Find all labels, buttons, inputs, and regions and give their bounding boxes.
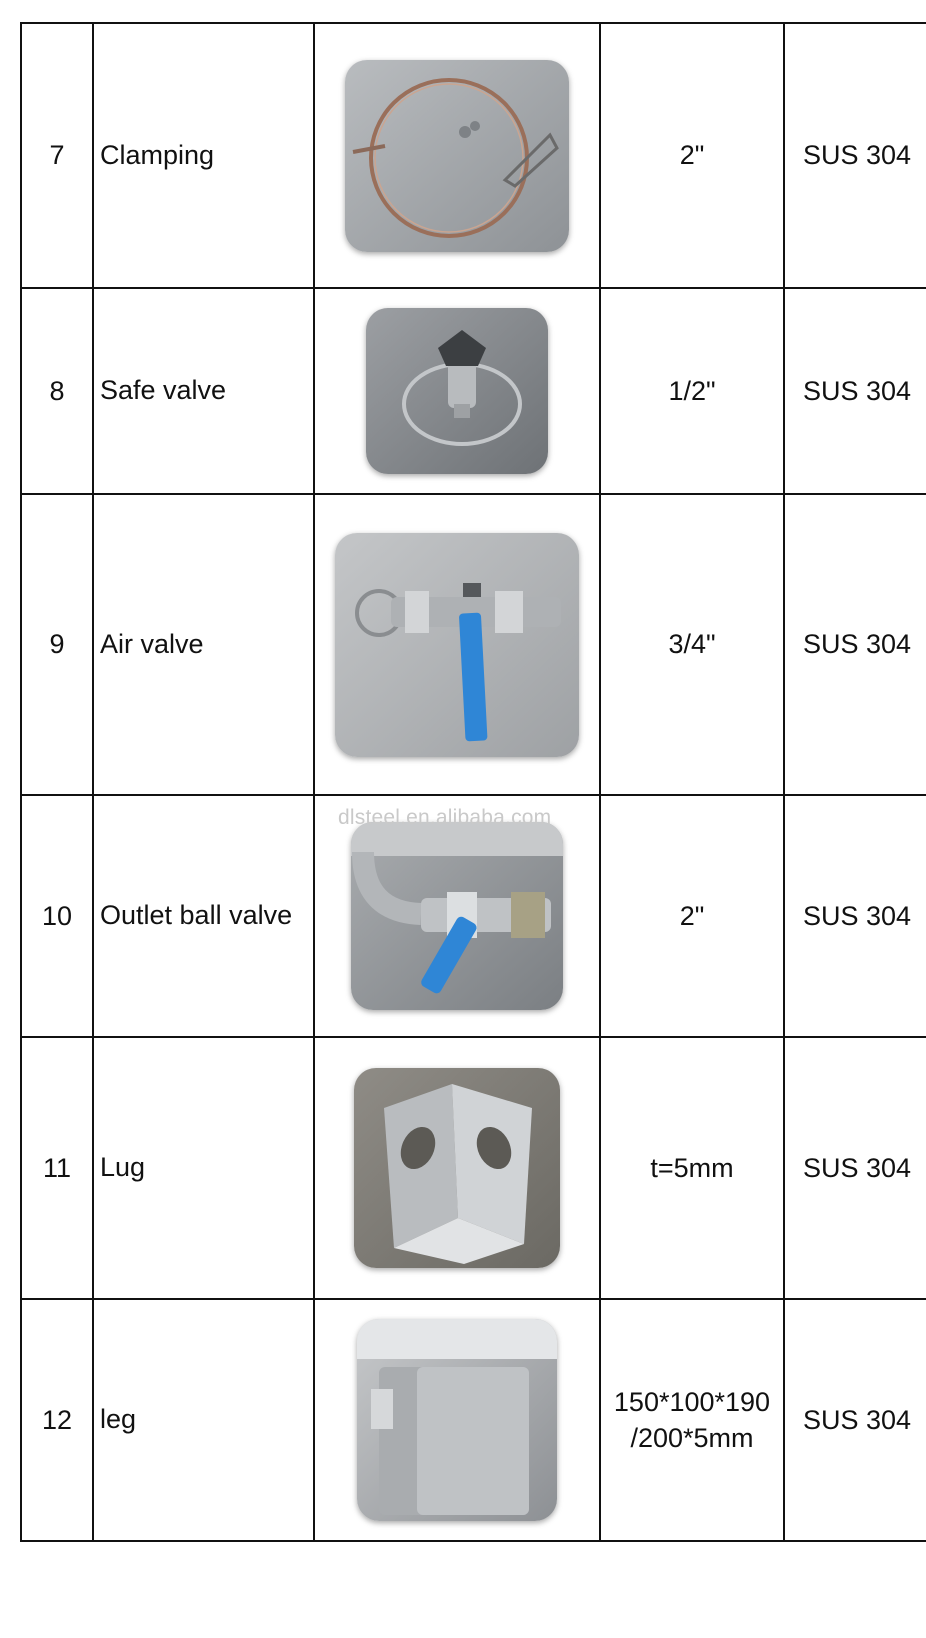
part-material: SUS 304 bbox=[784, 288, 926, 494]
table-row bbox=[21, 1037, 926, 1299]
tank-leg-photo bbox=[357, 1319, 557, 1521]
part-material: SUS 304 bbox=[784, 1299, 926, 1541]
part-material: SUS 304 bbox=[784, 1037, 926, 1299]
table-row bbox=[21, 795, 926, 1037]
safety-valve-photo bbox=[366, 308, 548, 474]
part-photo-cell bbox=[314, 1299, 600, 1541]
part-size: 1/2" bbox=[600, 288, 784, 494]
part-name: Clamping bbox=[93, 23, 314, 288]
table-row bbox=[21, 1299, 926, 1541]
part-photo-cell bbox=[314, 494, 600, 795]
parts-table bbox=[20, 22, 926, 1542]
table-row bbox=[21, 494, 926, 795]
part-material: SUS 304 bbox=[784, 795, 926, 1037]
part-name: Safe valve bbox=[93, 288, 314, 494]
part-name: Outlet ball valve bbox=[93, 795, 314, 1037]
part-name: Air valve bbox=[93, 494, 314, 795]
watermark: dlsteel.en.alibaba.com bbox=[338, 806, 552, 829]
row-number: 8 bbox=[21, 288, 93, 494]
row-number: 11 bbox=[21, 1037, 93, 1299]
part-material: SUS 304 bbox=[784, 494, 926, 795]
part-size: 150*100*190 /200*5mm bbox=[600, 1299, 784, 1541]
part-name: leg bbox=[93, 1299, 314, 1541]
lug-bracket-photo bbox=[354, 1068, 560, 1268]
table-row bbox=[21, 23, 926, 288]
part-photo-cell bbox=[314, 288, 600, 494]
row-number: 12 bbox=[21, 1299, 93, 1541]
part-material: SUS 304 bbox=[784, 23, 926, 288]
part-photo-cell bbox=[314, 23, 600, 288]
row-number: 10 bbox=[21, 795, 93, 1037]
table-row bbox=[21, 288, 926, 494]
clamp-ring-photo bbox=[345, 60, 569, 252]
part-size: 2" bbox=[600, 23, 784, 288]
part-name: Lug bbox=[93, 1037, 314, 1299]
row-number: 9 bbox=[21, 494, 93, 795]
part-photo-cell bbox=[314, 795, 600, 1037]
row-number: 7 bbox=[21, 23, 93, 288]
air-ball-valve-photo bbox=[335, 533, 579, 757]
part-size: t=5mm bbox=[600, 1037, 784, 1299]
part-photo-cell bbox=[314, 1037, 600, 1299]
part-size: 3/4" bbox=[600, 494, 784, 795]
part-size: 2" bbox=[600, 795, 784, 1037]
outlet-ball-valve-photo bbox=[351, 822, 563, 1010]
